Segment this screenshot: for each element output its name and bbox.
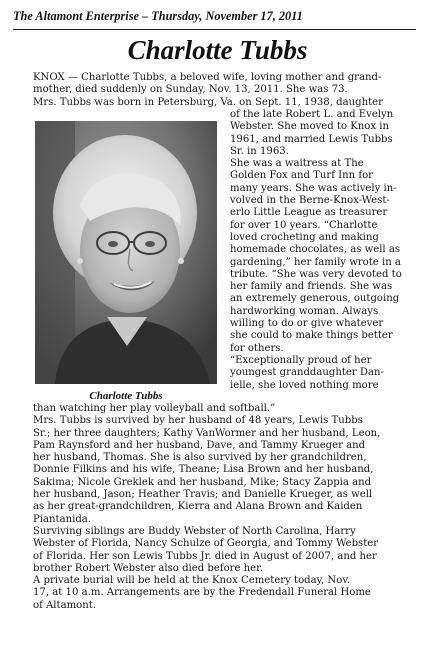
newspaper-masthead: The Altamont Enterprise – Thursday, November 17, 2011 [13, 9, 303, 23]
survivors-paragraphs: than watching her play volleyball and softball.” Mrs. Tubbs is survived by her husband of 48 years, Lewis Tubbs Sr.; her three daughters; Kathy VanWormer and her husband, Leon, Pam Raynsford and her husband, Dave, and Tammy Krueger and her husband, Thomas. She is also survived by her grandchildren, Donnie Filkins and his wife, Theane; Lisa Brown and her husband, Sakima; Nicole Greklek and her husband, Mike; Stacy Zappia and her husband, Jason; Heather Travis; and Danielle Krueger, as well as her great-grandchildren, Kierra and Alana Brown and Kaiden Piantanida. Surviving siblings are Buddy Webster of North Carolina, Harry Webster of Florida, Nancy Schulze of Georgia, and Tommy Webster of Florida. Her son Lewis Tubbs Jr. died in August of 2007, and her brother Robert Webster also died before her. A private burial will be held at the Knox Cemetery today, Nov. 17, at 10 a.m. Arrangements are by the Fredendall Funeral Home of Altamont. [33, 403, 381, 611]
right-column-text: of the late Robert L. and Evelyn Webster. She moved to Knox in 1961, and married Lewis Tubbs Sr. in 1963. She was a waitress at The Golden Fox and Turf Inn for many years. She was actively in- volved in the Berne-Knox-West- erlo Little League as treasurer for over 10 years. “Charlotte loved crocheting and making homemade chocolates, as well as gardening,” her family wrote in a tribute. “She was very devoted to her family and friends. She was an extremely generous, outgoing hardworking woman. Always willing to do or give whatever she could to make things better for others. “Exceptionally proud of her youngest granddaughter Dan- ielle, she loved nothing more [230, 109, 402, 391]
obituary-headline: Charlotte Tubbs [127, 35, 308, 65]
masthead-rule [13, 29, 416, 30]
photo-caption: Charlotte Tubbs [89, 390, 163, 402]
intro-paragraph: KNOX — Charlotte Tubbs, a beloved wife, loving mother and grand- mother, died suddenly on Sunday, Nov. 13, 2011. She was 73. Mrs. Tubbs was born in Petersburg, Va. on Sept. 11, 1938, daughter [33, 72, 383, 108]
portrait-photo [35, 121, 217, 384]
portrait-image [35, 121, 217, 384]
